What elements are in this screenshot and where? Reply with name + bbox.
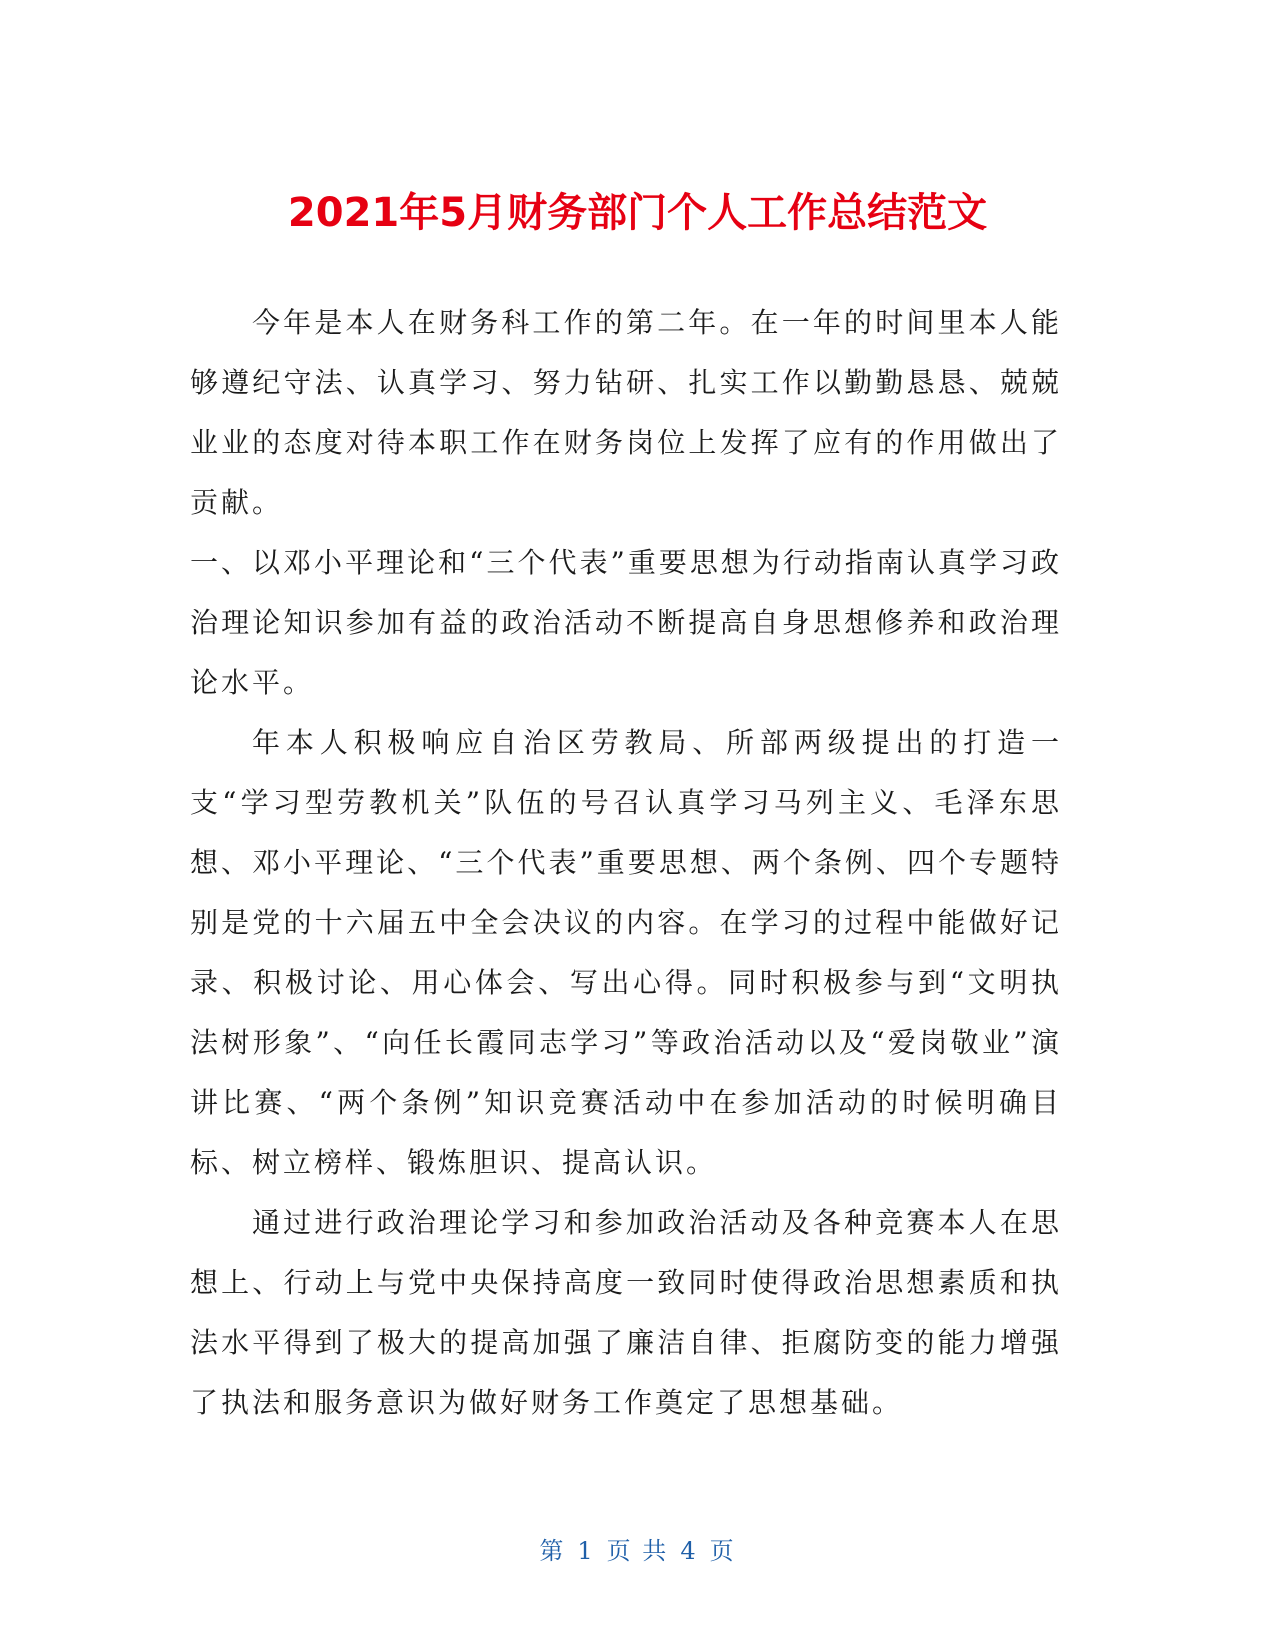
document-title: 2021年5月财务部门个人工作总结范文 — [287, 189, 988, 236]
page-footer — [0, 1535, 1275, 1567]
footer-prefix: 第 — [539, 1537, 566, 1565]
document-body — [190, 293, 1062, 1433]
footer-middle: 页 共 — [606, 1537, 669, 1565]
paragraph-intro: 今年是本人在财务科工作的第二年。在一年的时间里本人能够遵纪守法、认真学习、努力钻研、扎实工作以勤勤恳恳、兢兢业业的态度对待本职工作在财务岗位上发挥了应有的作用做出了贡献。 — [190, 306, 1062, 519]
footer-suffix: 页 — [709, 1537, 736, 1565]
footer-total-pages: 4 — [680, 1537, 698, 1565]
footer-current-page: 1 — [577, 1537, 595, 1565]
paragraph-section-one-heading: 一、以邓小平理论和“三个代表”重要思想为行动指南认真学习政治理论知识参加有益的政治活动不断提高自身思想修养和政治理论水平。 — [190, 546, 1062, 699]
paragraph-results: 通过进行政治理论学习和参加政治活动及各种竞赛本人在思想上、行动上与党中央保持高度一致同时使得政治思想素质和执法水平得到了极大的提高加强了廉洁自律、拒腐防变的能力增强了执法和服务意识为做好财务工作奠定了思想基础。 — [190, 1206, 1062, 1419]
paragraph-study-activities: 年本人积极响应自治区劳教局、所部两级提出的打造一支“学习型劳教机关”队伍的号召认真学习马列主义、毛泽东思想、邓小平理论、“三个代表”重要思想、两个条例、四个专题特别是党的十六届五中全会决议的内容。在学习的过程中能做好记录、积极讨论、用心体会、写出心得。同时积极参与到“文明执法树形象”、“向任长霞同志学习”等政治活动以及“爱岗敬业”演讲比赛、“两个条例”知识竞赛活动中在参加活动的时候明确目标、树立榜样、锻炼胆识、提高认识。 — [190, 726, 1062, 1179]
